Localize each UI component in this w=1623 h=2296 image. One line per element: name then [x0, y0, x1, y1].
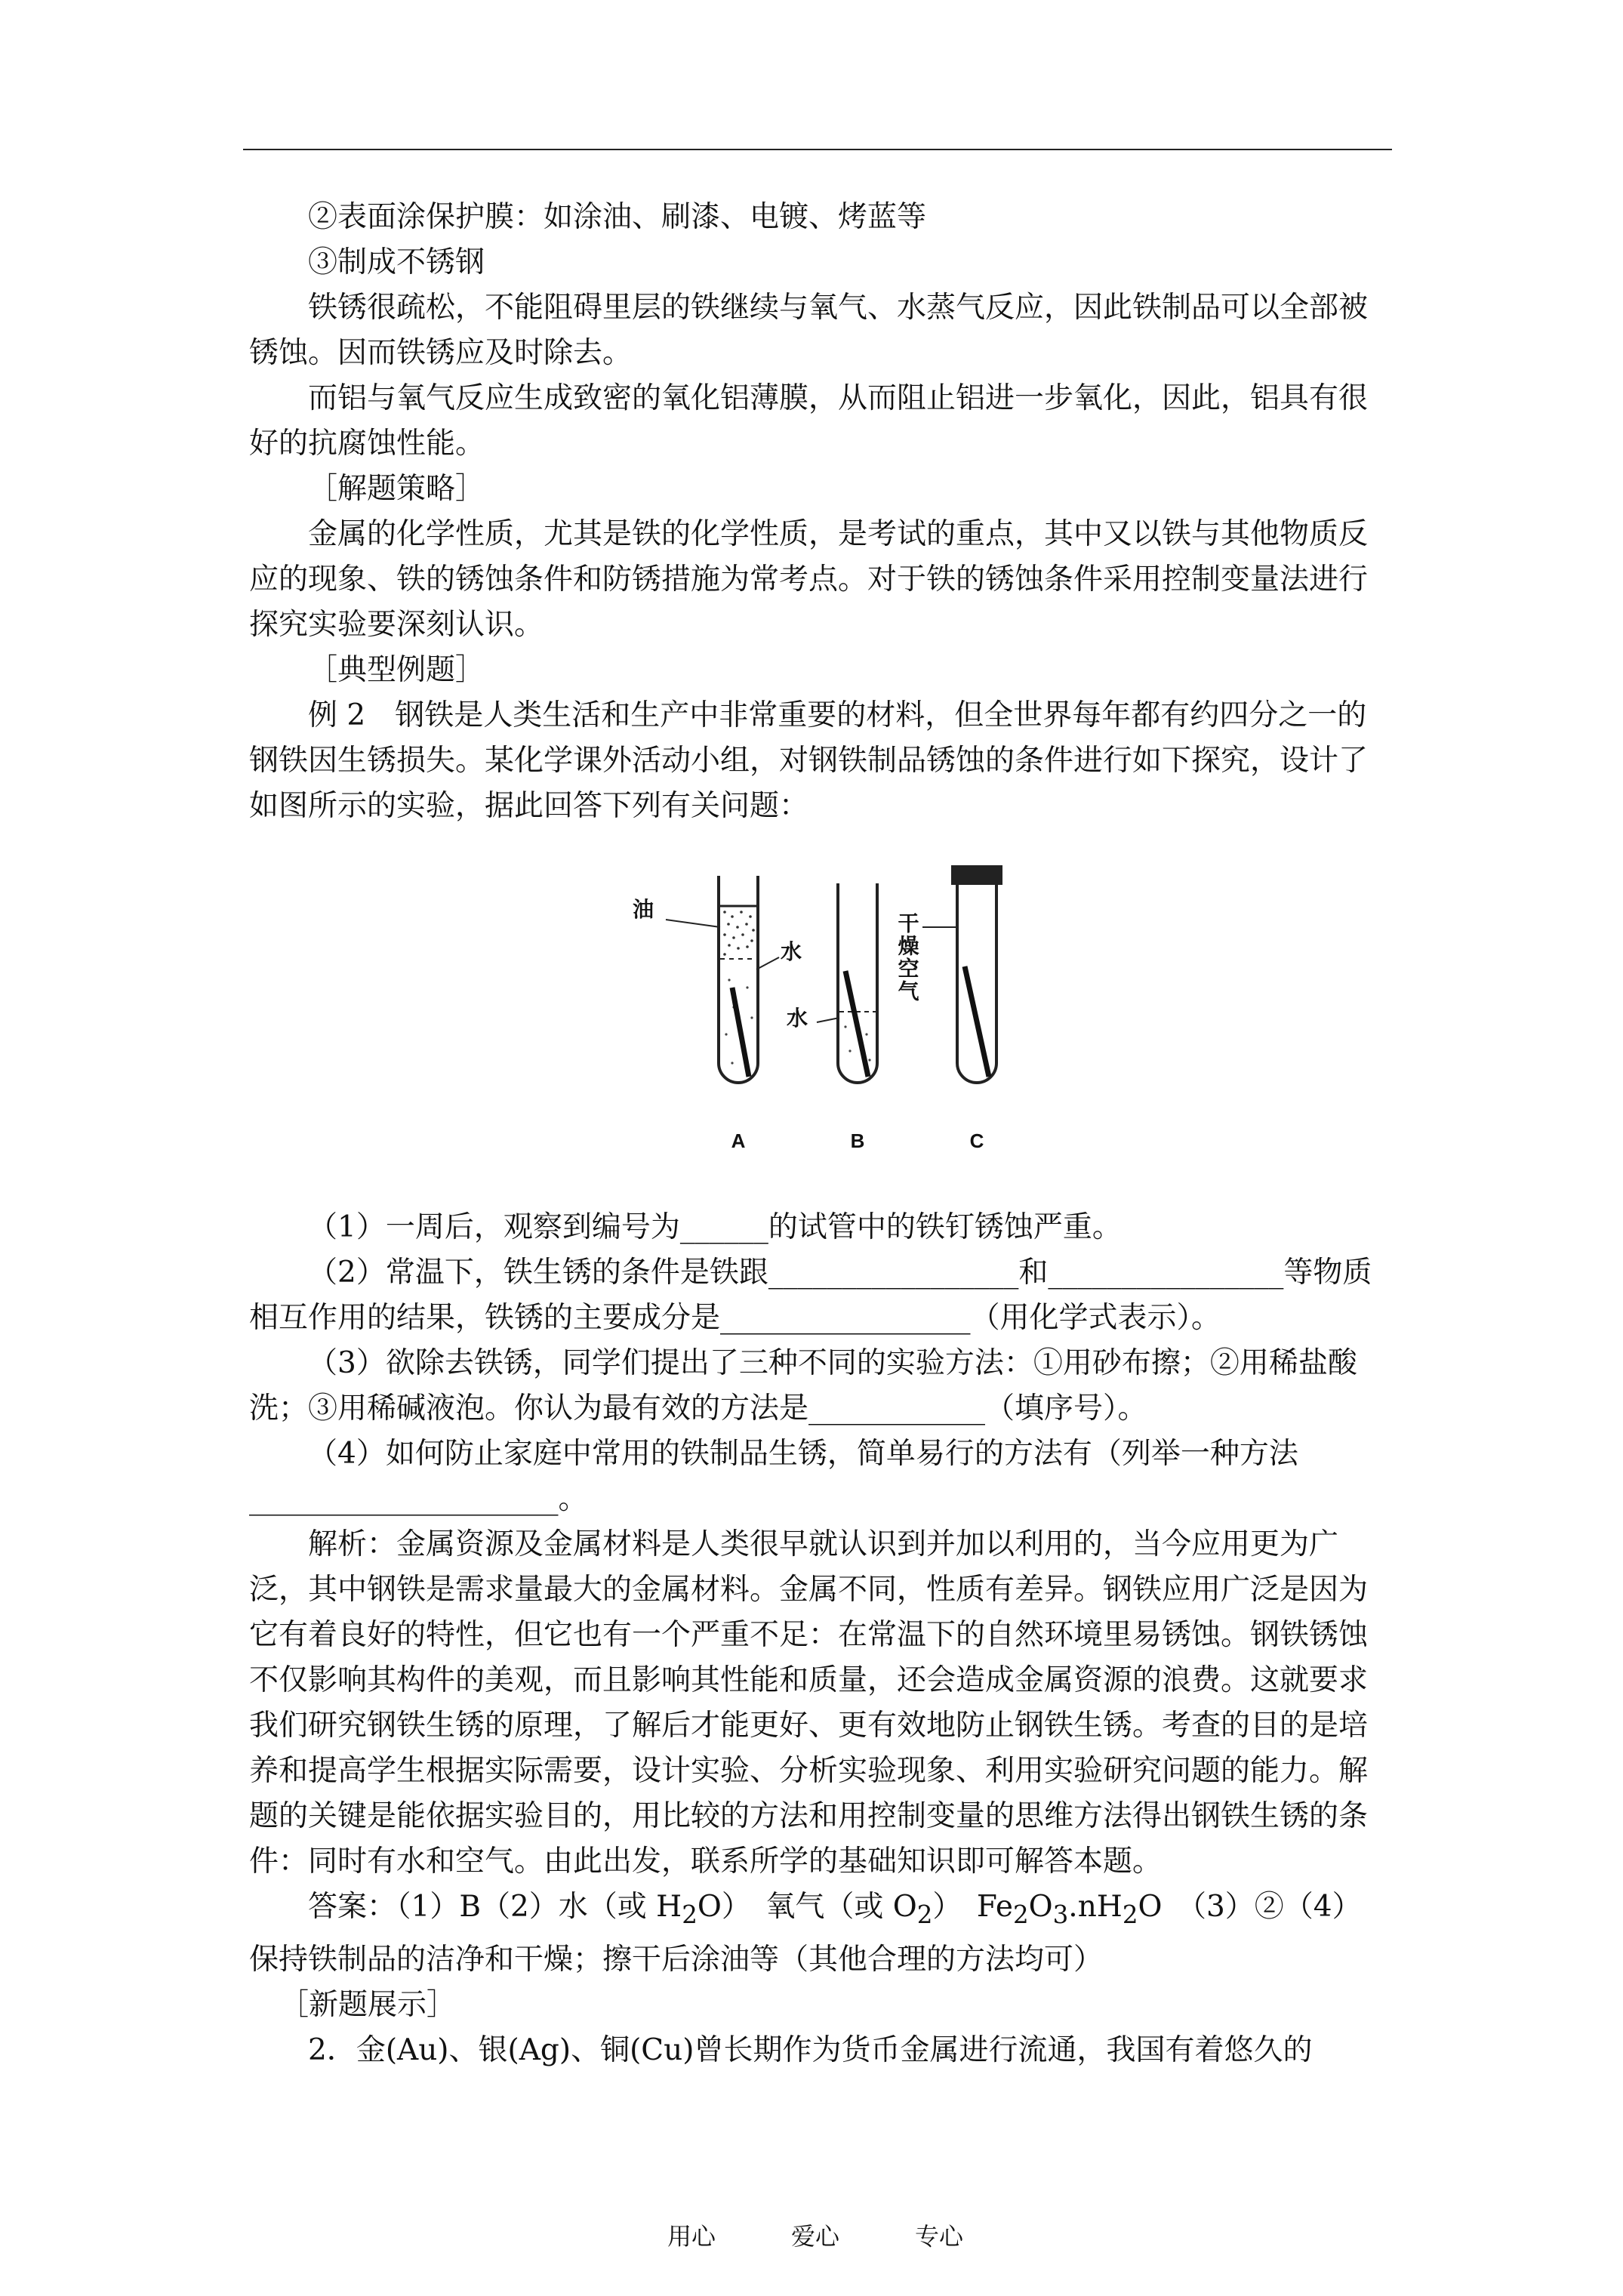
- iron-nail-a: [732, 988, 749, 1077]
- label-dry-air: 干燥空气: [895, 912, 919, 1003]
- subscript: 3: [1052, 1900, 1069, 1929]
- footer-left: 用心: [667, 2222, 716, 2251]
- answer-paragraph: [249, 1885, 1389, 1983]
- experiment-figure: [249, 837, 1389, 1203]
- tube-label-a: A: [731, 1130, 746, 1152]
- subscript: 2: [916, 1900, 933, 1929]
- question-2: （2）常温下，铁生锈的条件是铁跟_________________和________________等物质相互作用的结果，铁锈的主要成分是_________________（用化学式表示）。: [249, 1256, 1372, 1335]
- section-heading-strategy: ［解题策略］: [308, 472, 485, 506]
- paragraph: 铁锈很疏松，不能阻碍里层的铁继续与氧气、水蒸气反应，因此铁制品可以全部被锈蚀。因而铁锈应及时除去。: [249, 291, 1369, 370]
- question-1: （1）一周后，观察到编号为______的试管中的铁钉锈蚀严重。: [308, 1210, 1122, 1244]
- test-tube-diagram: [619, 837, 1042, 1203]
- paragraph: ③制成不锈钢: [308, 245, 485, 279]
- answer-text: .nH: [1068, 1890, 1123, 1924]
- answer-text: ） Fe: [932, 1890, 1013, 1924]
- answer-text: O: [1028, 1890, 1053, 1924]
- answer-text: O （3）②（4）保持铁制品的洁净和干燥；擦干后涂油等（其他合理的方法均可）: [249, 1890, 1362, 1977]
- header-rule: [243, 149, 1392, 150]
- paragraph: 而铝与氧气反应生成致密的氧化铝薄膜，从而阻止铝进一步氧化，因此，铝具有很好的抗腐蚀性能。: [249, 381, 1369, 461]
- subscript: 2: [1122, 1900, 1138, 1929]
- paragraph: 金属的化学性质，尤其是铁的化学性质，是考试的重点，其中又以铁与其他物质反应的现象、铁的锈蚀条件和防锈措施为常考点。对于铁的锈蚀条件采用控制变量法进行探究实验要深刻认识。: [249, 517, 1369, 642]
- label-water-b: 水: [787, 1006, 808, 1030]
- tube-label-b: B: [850, 1130, 865, 1152]
- rubber-stopper: [951, 865, 1002, 885]
- new-question-2: 2．金(Au)、银(Ag)、铜(Cu)曾长期作为货币金属进行流通，我国有着悠久的: [308, 2032, 1313, 2067]
- iron-nail-c: [965, 966, 989, 1077]
- analysis-paragraph: 解析：金属资源及金属材料是人类很早就认识到并加以利用的，当今应用更为广泛，其中钢铁是需求量最大的金属材料。金属不同，性质有差异。钢铁应用广泛是因为它有着良好的特性，但它也有一个严重不足：在常温下的自然环境里易锈蚀。钢铁锈蚀不仅影响其构件的美观，而且影响其性能和质量，还会造成金属资源的浪费。这就要求我们研究钢铁生锈的原理，了解后才能更好、更有效地防止钢铁生锈。考查的目的是培养和提高学生根据实际需要，设计实验、分析实验现象、利用实验研究问题的能力。解题的关键是能依据实验目的，用比较的方法和用控制变量的思维方法得出钢铁生锈的条件：同时有水和空气。由此出发，联系所学的基础知识即可解答本题。: [249, 1527, 1369, 1878]
- subscript: 2: [1012, 1900, 1029, 1929]
- example-2-stem: 例 2 钢铁是人类生活和生产中非常重要的材料，但全世界每年都有约四分之一的钢铁因生锈损失。某化学课外活动小组，对钢铁制品锈蚀的条件进行如下探究，设计了如图所示的实验，据此回答下列有关问题：: [249, 698, 1369, 823]
- question-3: （3）欲除去铁锈，同学们提出了三种不同的实验方法：①用砂布擦；②用稀盐酸洗；③用稀碱液泡。你认为最有效的方法是____________（填序号）。: [249, 1346, 1357, 1425]
- footer-right: 专心: [915, 2222, 964, 2251]
- question-4: （4）如何防止家庭中常用的铁制品生锈，简单易行的方法有（列举一种方法_____________________。: [249, 1437, 1298, 1516]
- iron-nail-b: [845, 971, 868, 1077]
- oil-layer: [723, 911, 755, 956]
- test-tube-b: [838, 883, 877, 1083]
- section-heading-examples: ［典型例题］: [308, 653, 485, 687]
- footer-middle: 爱心: [791, 2222, 840, 2251]
- tube-label-c: C: [969, 1130, 984, 1152]
- section-heading-new-questions: ［新题展示］: [279, 1987, 457, 2022]
- page-content: [249, 195, 1389, 2073]
- answer-text: O） 氧气（或 O: [697, 1890, 917, 1924]
- answer-text: 答案：（1）B（2）水（或 H: [308, 1890, 682, 1924]
- subscript: 2: [682, 1900, 698, 1929]
- label-oil: 油: [633, 898, 654, 921]
- label-water-a: 水: [781, 940, 802, 963]
- paragraph: ②表面涂保护膜：如涂油、刷漆、电镀、烤蓝等: [308, 200, 927, 234]
- test-tube-c: [957, 883, 996, 1083]
